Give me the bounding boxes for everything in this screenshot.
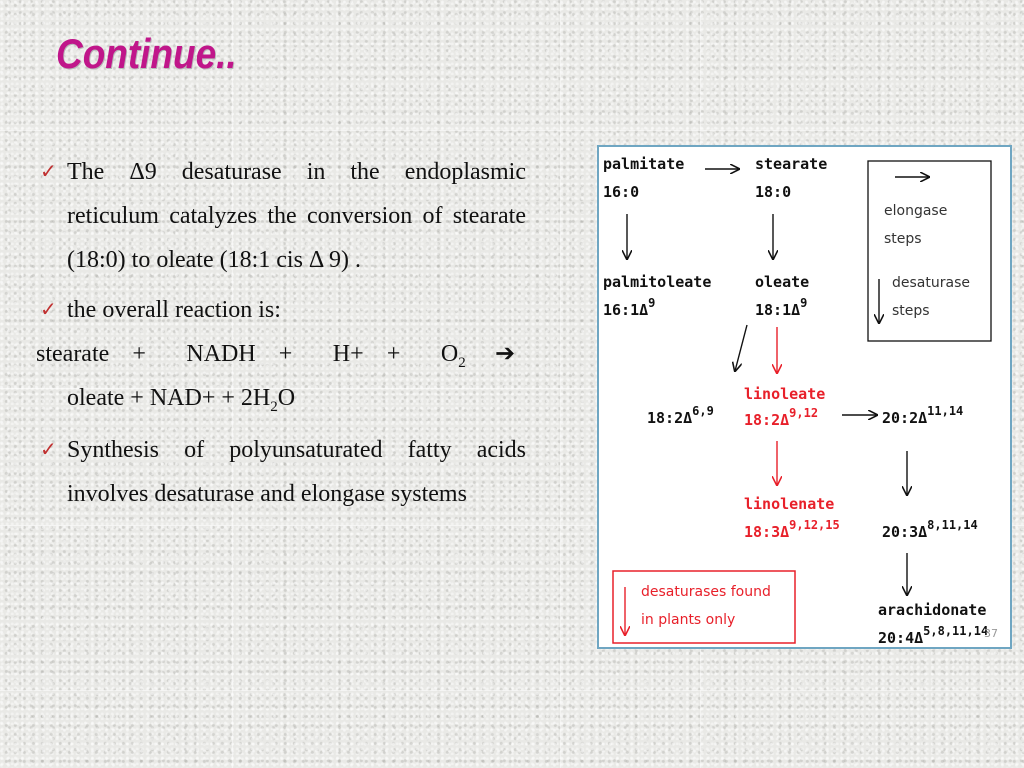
- page-number: 37: [984, 627, 998, 640]
- bullet-text: the overall reaction is:: [67, 297, 281, 323]
- legend-desaturase-line2: steps: [892, 303, 930, 319]
- background-line: [0, 130, 1024, 131]
- plants-legend-box: [613, 571, 795, 643]
- arachidonate-code: $20:4\Delta^{5,8,11,14}$: [878, 624, 989, 647]
- background-line: [560, 0, 561, 768]
- fatty-acid-pathway-figure: [597, 145, 1012, 649]
- linolenate-label: linolenate: [744, 495, 835, 513]
- c20-2-code: $20:2\Delta^{11,14}$: [882, 404, 964, 427]
- c18-2-6-9-code: $18:2\Delta^{6,9}$: [647, 404, 714, 427]
- plants-legend-line1: desaturases found: [641, 584, 771, 600]
- bullet-text: The Δ9 desaturase in the endoplasmic reticulum catalyzes the conversion of stearate (18:0) to oleate (18:1 cis Δ 9) .: [67, 159, 526, 273]
- palmitoleate-code: $16:1\Delta^9$: [603, 296, 656, 319]
- desaturase-arrow: [735, 325, 747, 371]
- checkmark-icon: ✓: [40, 161, 57, 183]
- checkmark-icon: ✓: [40, 299, 57, 321]
- palmitoleate-label: palmitoleate: [603, 273, 712, 291]
- slide-body: [36, 150, 526, 516]
- slide-title: Continue..: [56, 30, 237, 77]
- oleate-code: $18:1\Delta^9$: [755, 296, 808, 319]
- legend-elongase-line2: steps: [884, 231, 922, 247]
- equation-line-1: stearate + NADH + H+ + $O_2$ ➔: [36, 341, 516, 371]
- oleate-label: oleate: [755, 273, 810, 291]
- equation-line-2: oleate + $NAD+ + 2H_2O$: [67, 385, 296, 415]
- legend-elongase-line1: elongase: [884, 203, 948, 219]
- stearate-code: 18:0: [755, 183, 792, 201]
- linoleate-code: $18:2\Delta^{9,12}$: [744, 406, 819, 429]
- checkmark-icon: ✓: [40, 439, 57, 461]
- background-line: [0, 690, 1024, 691]
- reaction-equation: [36, 332, 526, 420]
- bullet-item: [36, 288, 526, 332]
- bullet-item: [36, 150, 526, 282]
- stearate-label: stearate: [755, 155, 828, 173]
- c20-3-code: $20:3\Delta^{8,11,14}$: [882, 518, 978, 541]
- bullet-text: Synthesis of polyunsaturated fatty acids involves desaturase and elongase systems: [67, 437, 526, 507]
- arachidonate-label: arachidonate: [878, 601, 987, 619]
- plants-legend-line2: in plants only: [641, 612, 736, 628]
- palmitate-code: 16:0: [603, 183, 640, 201]
- pathway-diagram: [599, 147, 1010, 647]
- linolenate-code: $18:3\Delta^{9,12,15}$: [744, 518, 840, 541]
- bullet-item: [36, 428, 526, 516]
- legend-desaturase-line1: desaturase: [892, 275, 970, 291]
- palmitate-label: palmitate: [603, 155, 685, 173]
- linoleate-label: linoleate: [744, 385, 826, 403]
